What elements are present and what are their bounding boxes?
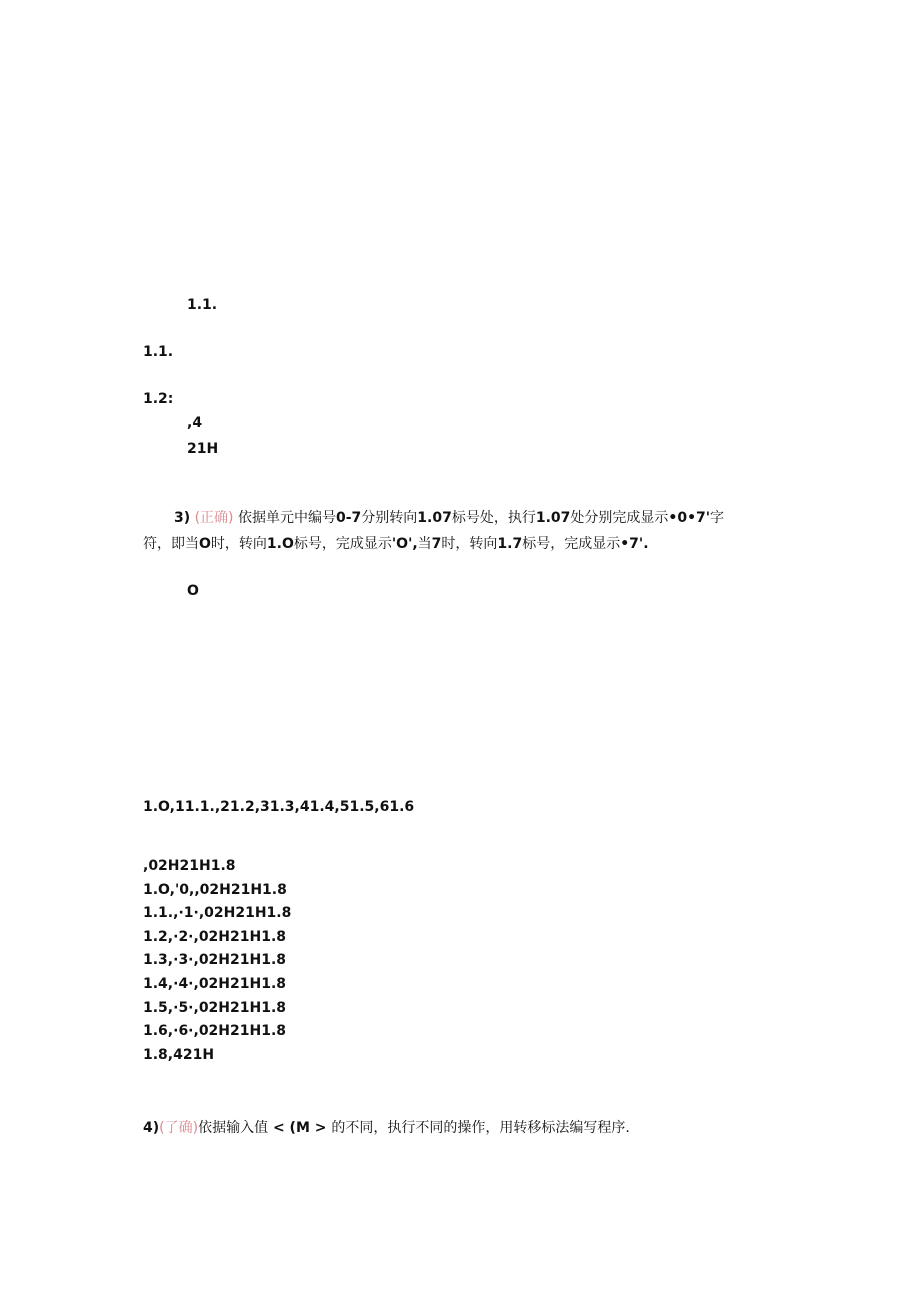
item-4 (143, 1115, 630, 1141)
text-run: 依据输入值 (198, 1120, 269, 1136)
text-run: •0•7' (668, 510, 711, 526)
item-4-number: 4) (143, 1120, 160, 1136)
text-run: 时，转向 (210, 536, 267, 552)
code-line: ,02H21H1.8 (143, 858, 236, 874)
text-run: 字 (710, 510, 725, 526)
line-7: 1.O,11.1.,21.2,31.3,41.4,51.5,61.6 (143, 799, 415, 815)
code-line: 1.3,·3·,02H21H1.8 (143, 952, 287, 969)
code-line: 1.4,·4·,02H21H1.8 (143, 976, 287, 992)
text-run: 时，转向 (441, 536, 498, 552)
text-run: 'O', (391, 536, 418, 552)
line-1: 1.1. (187, 297, 218, 313)
item-3-number: 3) (174, 510, 191, 526)
code-line: 1.1.,·1·,02H21H1.8 (143, 905, 292, 922)
code-line: 1.2,·2·,02H21H1.8 (143, 928, 287, 945)
text-run: 标号处，执行 (451, 510, 536, 526)
line-6: O (187, 583, 199, 599)
text-run: 1.07 (535, 510, 571, 526)
text-run: 7 (431, 536, 442, 552)
line-4: ,4 (187, 415, 203, 431)
text-run: 0-7 (335, 510, 362, 526)
item-3-row-1 (174, 505, 724, 531)
item-3-mark: (正确) (194, 510, 234, 526)
line-5: 21H (187, 441, 219, 457)
text-run: 依据单元中编号 (237, 510, 336, 526)
text-run: 处分别完成显示 (570, 510, 669, 526)
item-4-text (198, 1120, 630, 1136)
text-run: 符，即当 (143, 536, 199, 552)
code-line: 1.8,421H (143, 1046, 215, 1063)
text-run: 1.7 (497, 536, 523, 552)
text-run: 分别转向 (361, 510, 418, 526)
code-line: 1.5,·5·,02H21H1.8 (143, 999, 287, 1016)
text-run: O (199, 536, 211, 552)
text-run: 标号，完成显示 (522, 536, 621, 552)
code-line: 1.6,·6·,02H21H1.8 (143, 1023, 287, 1040)
item-3-row-1-text (238, 510, 724, 526)
text-run: 当 (417, 536, 432, 552)
text-run: 1.O (266, 536, 294, 552)
text-run: 1.07 (417, 510, 452, 526)
text-run: •7'. (620, 536, 649, 552)
text-run: 标号，完成显示 (293, 536, 392, 552)
item-4-mark: (了确) (159, 1120, 199, 1136)
item-3-row-2-text (143, 536, 649, 552)
code-line: 1.O,'0,,02H21H1.8 (143, 881, 287, 898)
text-run: < (M > (268, 1120, 332, 1136)
line-2: 1.1. (143, 344, 174, 360)
item-3-row-2 (143, 531, 649, 557)
text-run: 的不同，执行不同的操作，用转移标法编写程序. (331, 1120, 630, 1136)
line-3: 1.2: (143, 391, 174, 407)
